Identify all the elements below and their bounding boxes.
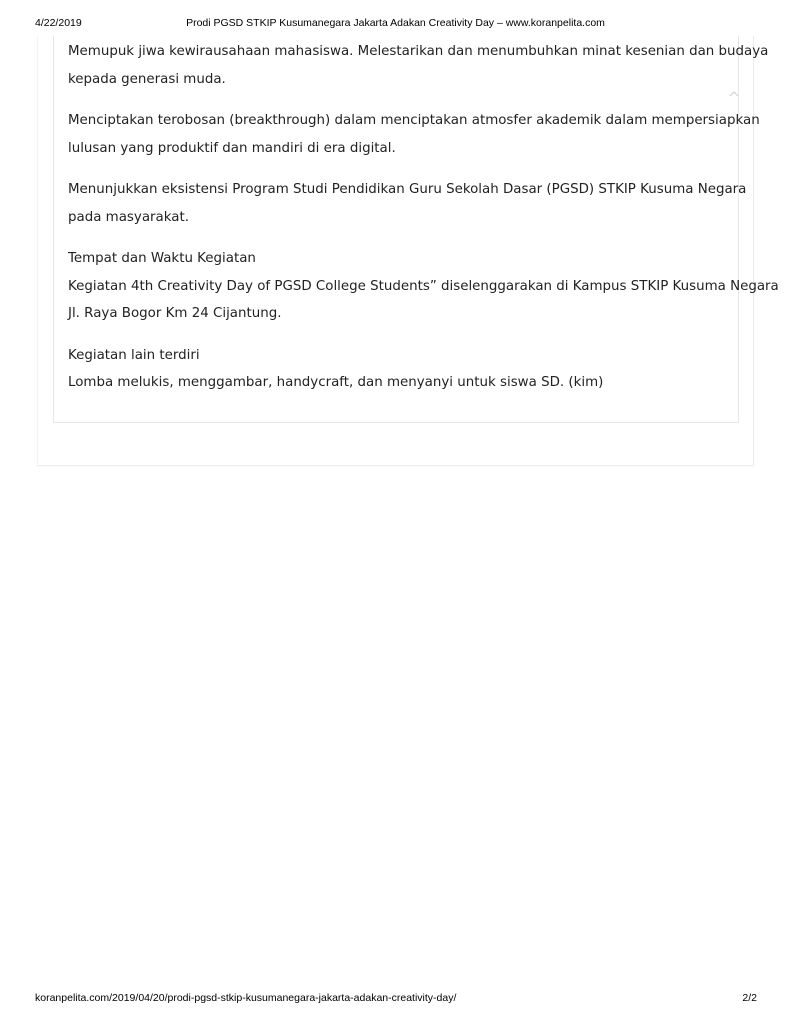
text-line: Memupuk jiwa kewirausahaan mahasiswa. Melestarikan dan menumbuhkan minat kesenian dan budaya	[68, 44, 769, 59]
paragraph-objective-entrepreneurship	[68, 38, 769, 93]
print-url: koranpelita.com/2019/04/20/prodi-pgsd-stkip-kusumanegara-jakarta-adakan-creativity-day/	[35, 992, 457, 1004]
chevron-up-icon	[727, 87, 741, 101]
text-line: Menciptakan terobosan (breakthrough) dalam menciptakan atmosfer akademik dalam mempersiapkan	[68, 113, 760, 128]
paragraph-objective-existence	[68, 176, 747, 231]
text-line: kepada generasi muda.	[68, 71, 226, 87]
print-header	[0, 17, 791, 31]
paragraph-other-activities	[68, 342, 728, 397]
text-line: Menunjukkan eksistensi Program Studi Pendidikan Guru Sekolah Dasar (PGSD) STKIP Kusuma Negara	[68, 182, 747, 197]
print-footer	[0, 992, 791, 1006]
text-line: pada masyarakat.	[68, 209, 189, 225]
article-body	[68, 38, 779, 411]
text-line: Kegiatan 4th Creativity Day of PGSD College Students” diselenggarakan di Kampus STKIP Kusuma Negara	[68, 278, 779, 294]
print-page-title: Prodi PGSD STKIP Kusumanegara Jakarta Adakan Creativity Day – www.koranpelita.com	[186, 17, 605, 29]
text-line: lulusan yang produktif dan mandiri di era digital.	[68, 140, 396, 156]
print-date: 4/22/2019	[35, 17, 82, 29]
text-line: Lomba melukis, menggambar, handycraft, dan menyanyi untuk siswa SD. (kim)	[68, 375, 604, 390]
page-number: 2/2	[742, 992, 757, 1004]
text-line: Kegiatan lain terdiri	[68, 347, 200, 363]
text-line: Tempat dan Waktu Kegiatan	[68, 251, 256, 266]
paragraph-objective-breakthrough	[68, 107, 760, 162]
paragraph-venue	[68, 245, 779, 328]
scroll-to-top-button[interactable]	[727, 86, 741, 100]
text-line: Jl. Raya Bogor Km 24 Cijantung.	[68, 306, 282, 321]
